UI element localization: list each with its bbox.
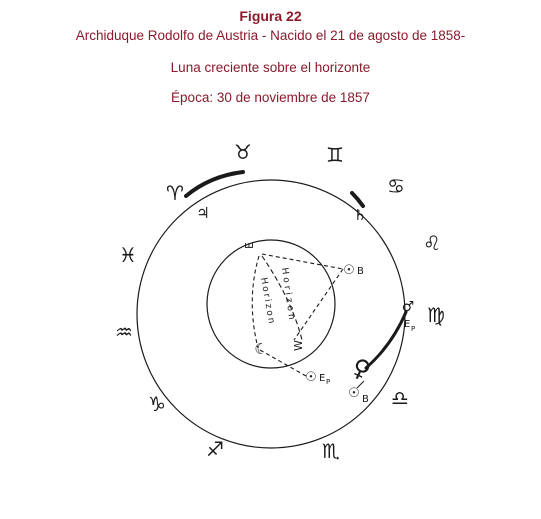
dashed-line-right <box>294 269 343 340</box>
mars-glyph: ♂ <box>401 299 415 315</box>
scorpio-sign: ♏ <box>322 439 340 463</box>
figure-caption-line-2: Luna creciente sobre el horizonte <box>170 60 371 75</box>
sun-ep-sub: P <box>326 378 331 386</box>
pisces-sign: ♓ <box>119 243 137 267</box>
sun-inner-label: B <box>357 266 364 277</box>
leo-sign: ♌ <box>423 231 441 255</box>
dashed-line-top <box>262 254 343 269</box>
sun-outer-label: B <box>362 394 369 405</box>
figure-caption-line-1: Archiduque Rodolfo de Austria - Nacido el 21 de agosto de 1858- <box>75 28 466 43</box>
moon-glyph: ☾ <box>254 340 268 358</box>
jupiter-glyph: ♃ <box>196 204 210 222</box>
libra-sign: ♎ <box>391 386 409 410</box>
aries-sign: ♈ <box>166 181 184 205</box>
ep-outer-sub: P <box>411 325 416 333</box>
sun-outer-glyph: ☉ <box>348 386 360 401</box>
figure-caption-line-3: Época: 30 de noviembre de 1857 <box>171 90 370 105</box>
west-mark: W <box>292 340 305 351</box>
capricorn-sign: ♑ <box>148 392 166 416</box>
sagittarius-sign: ♐ <box>206 437 224 461</box>
ep-outer-label: E <box>404 319 411 330</box>
zodiac-ring <box>115 140 445 463</box>
gemini-sign: ♊ <box>326 143 344 167</box>
horizon-label-left: Horizon <box>258 276 277 327</box>
saturn-glyph: ♄ <box>353 206 367 224</box>
sun-inner-glyph: ☉ <box>343 263 355 278</box>
east-mark: E <box>243 242 256 249</box>
virgo-sign: ♍ <box>427 303 445 327</box>
figure-title: Figura 22 <box>239 8 302 24</box>
saturn-arc <box>352 193 363 206</box>
sun-ep-glyph: ☉ <box>305 370 317 385</box>
venus-glyph: ♀ <box>347 352 376 386</box>
curve-left <box>252 256 259 348</box>
horizon-label-right: Horizon <box>279 267 297 324</box>
aquarius-sign: ♒ <box>115 320 133 344</box>
sun-ep-label: E <box>319 373 326 384</box>
taurus-sign: ♉ <box>234 140 252 164</box>
cancer-sign: ♋ <box>387 174 405 198</box>
